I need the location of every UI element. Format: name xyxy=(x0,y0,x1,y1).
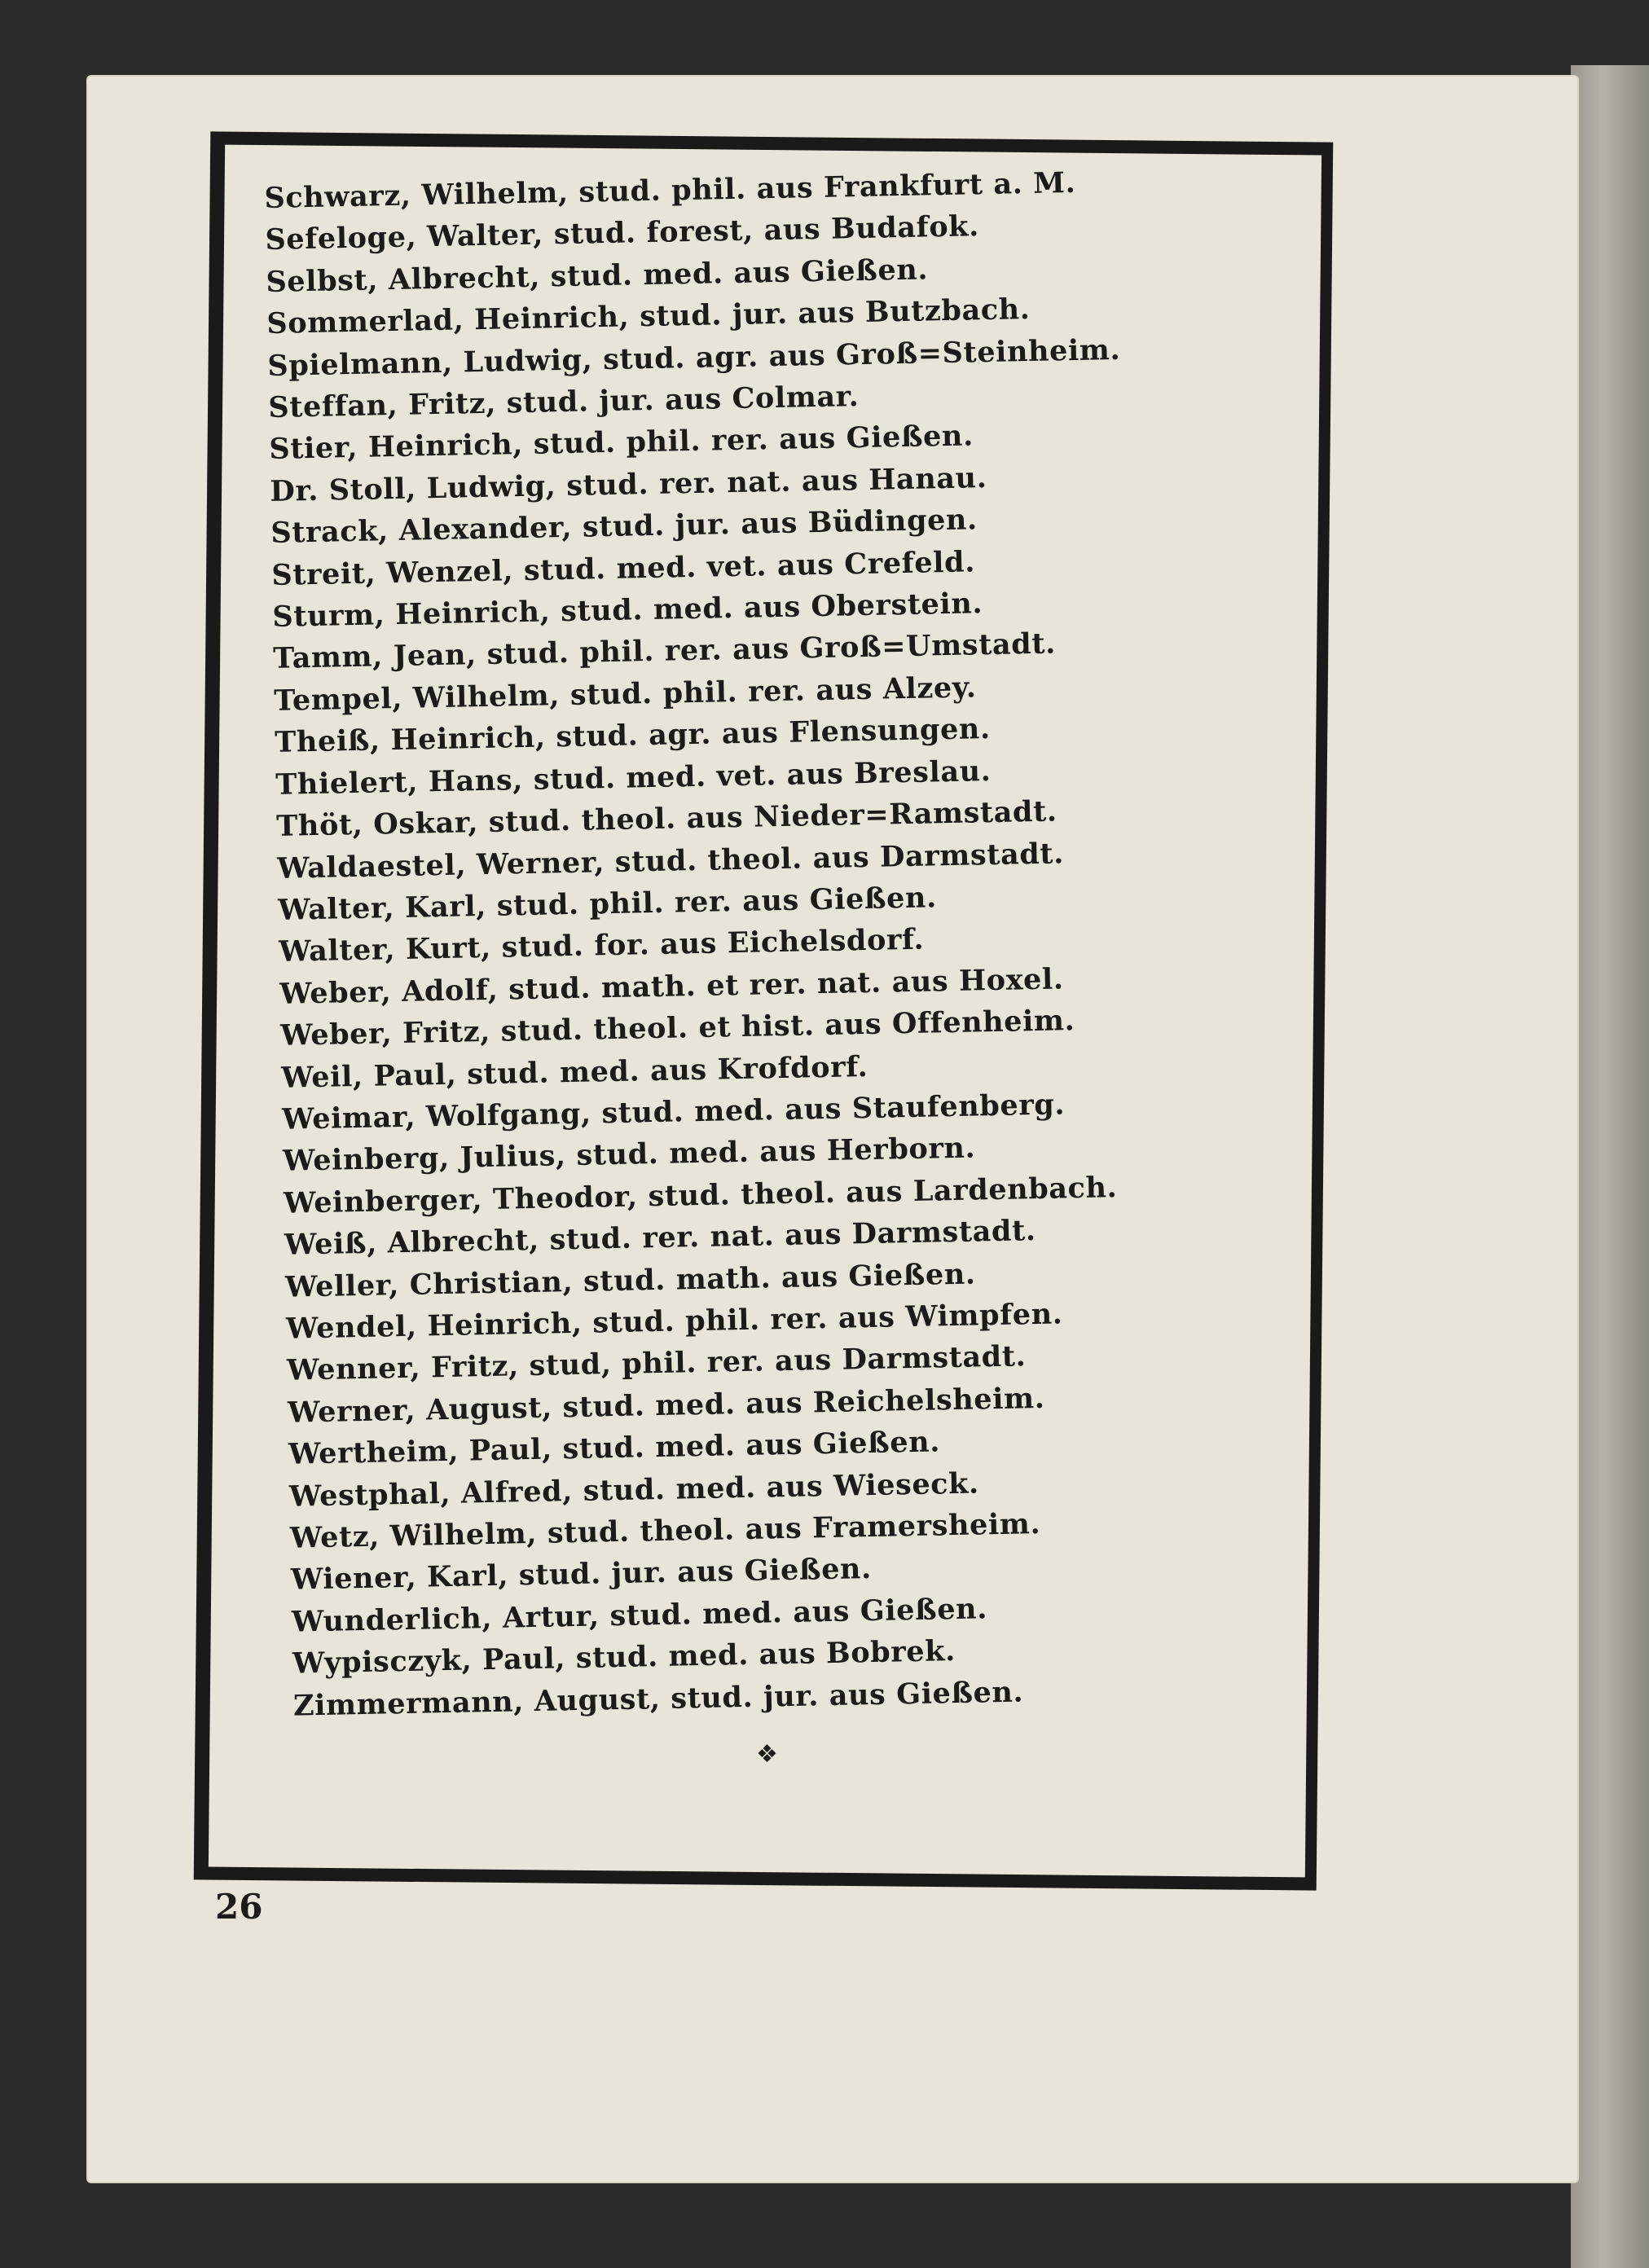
list-item: Waldaestel, Werner, stud. theol. aus Darmstadt. xyxy=(276,836,1065,886)
list-item: Stier, Heinrich, stud. phil. rer. aus Gießen. xyxy=(269,419,974,467)
list-item: Tamm, Jean, stud. phil. rer. aus Groß=Umstadt. xyxy=(272,626,1057,676)
list-item: Sommerlad, Heinrich, stud. jur. aus Butzbach. xyxy=(266,292,1031,341)
list-item: Theiß, Heinrich, stud. agr. aus Flensungen. xyxy=(274,712,992,760)
list-item: Wunderlich, Artur, stud. med. aus Gießen. xyxy=(291,1592,988,1639)
list-item: Thöt, Oskar, stud. theol. aus Nieder=Ramstadt. xyxy=(275,794,1058,843)
list-item: Sefeloge, Walter, stud. forest, aus Budafok. xyxy=(265,209,980,257)
list-item: Wertheim, Paul, stud. med. aus Gießen. xyxy=(288,1425,941,1471)
list-item: Walter, Karl, stud. phil. rer. aus Gießen. xyxy=(277,881,938,927)
list-item: Walter, Kurt, stud. for. aus Eichelsdorf. xyxy=(278,922,925,969)
list-item: Schwarz, Wilhelm, stud. phil. aus Frankfurt a. M. xyxy=(264,165,1076,215)
list-item: Dr. Stoll, Ludwig, stud. rer. nat. aus Hanau. xyxy=(270,460,987,508)
list-item: Weimar, Wolfgang, stud. med. aus Staufenberg. xyxy=(281,1088,1066,1136)
list-item: Tempel, Wilhelm, stud. phil. rer. aus Alzey. xyxy=(273,670,977,718)
student-list xyxy=(264,159,1255,1726)
list-item: Wetz, Wilhelm, stud. theol. aus Framersheim. xyxy=(289,1507,1041,1555)
list-item: Wendel, Heinrich, stud. phil. rer. aus Wimpfen. xyxy=(285,1297,1063,1346)
list-item: Weiß, Albrecht, stud. rer. nat. aus Darmstadt. xyxy=(284,1214,1036,1262)
list-item: Thielert, Hans, stud. med. vet. aus Breslau. xyxy=(275,754,992,802)
list-item: Streit, Wenzel, stud. med. vet. aus Crefeld. xyxy=(270,544,976,592)
list-item: Wiener, Karl, stud. jur. aus Gießen. xyxy=(290,1552,873,1598)
list-item: Strack, Alexander, stud. jur. aus Büdingen. xyxy=(270,503,978,551)
list-item: Weil, Paul, stud. med. aus Krofdorf. xyxy=(280,1049,868,1095)
list-item: Weller, Christian, stud. math. aus Gießen. xyxy=(284,1257,976,1304)
list-item: Selbst, Albrecht, stud. med. aus Gießen. xyxy=(266,253,929,299)
page-number: 26 xyxy=(215,1887,263,1927)
list-item: Steffan, Fritz, stud. jur. aus Colmar. xyxy=(268,380,860,424)
list-item: Spielmann, Ludwig, stud. agr. aus Groß=Steinheim. xyxy=(267,332,1121,383)
list-item: Werner, August, stud. med. aus Reichelsheim. xyxy=(287,1381,1045,1430)
book-spine-edge xyxy=(1571,65,1649,2268)
list-item: Zimmermann, August, stud. jur. aus Gießen. xyxy=(292,1675,1024,1723)
list-item: Wenner, Fritz, stud, phil. rer. aus Darmstadt. xyxy=(286,1339,1027,1388)
list-item: Wypisczyk, Paul, stud. med. aus Bobrek. xyxy=(292,1634,956,1681)
list-item: Sturm, Heinrich, stud. med. aus Oberstein. xyxy=(271,587,983,634)
list-item: Westphal, Alfred, stud. med. aus Wieseck. xyxy=(288,1466,980,1514)
list-item: Weinberg, Julius, stud. med. aus Herborn. xyxy=(282,1131,976,1179)
list-item: Weber, Adolf, stud. math. et rer. nat. aus Hoxel. xyxy=(279,962,1065,1011)
list-item: Weber, Fritz, stud. theol. et hist. aus Offenheim. xyxy=(279,1004,1075,1053)
end-ornament-icon: ❖ xyxy=(756,1740,778,1769)
list-item: Weinberger, Theodor, stud. theol. aus Lardenbach. xyxy=(283,1170,1118,1220)
